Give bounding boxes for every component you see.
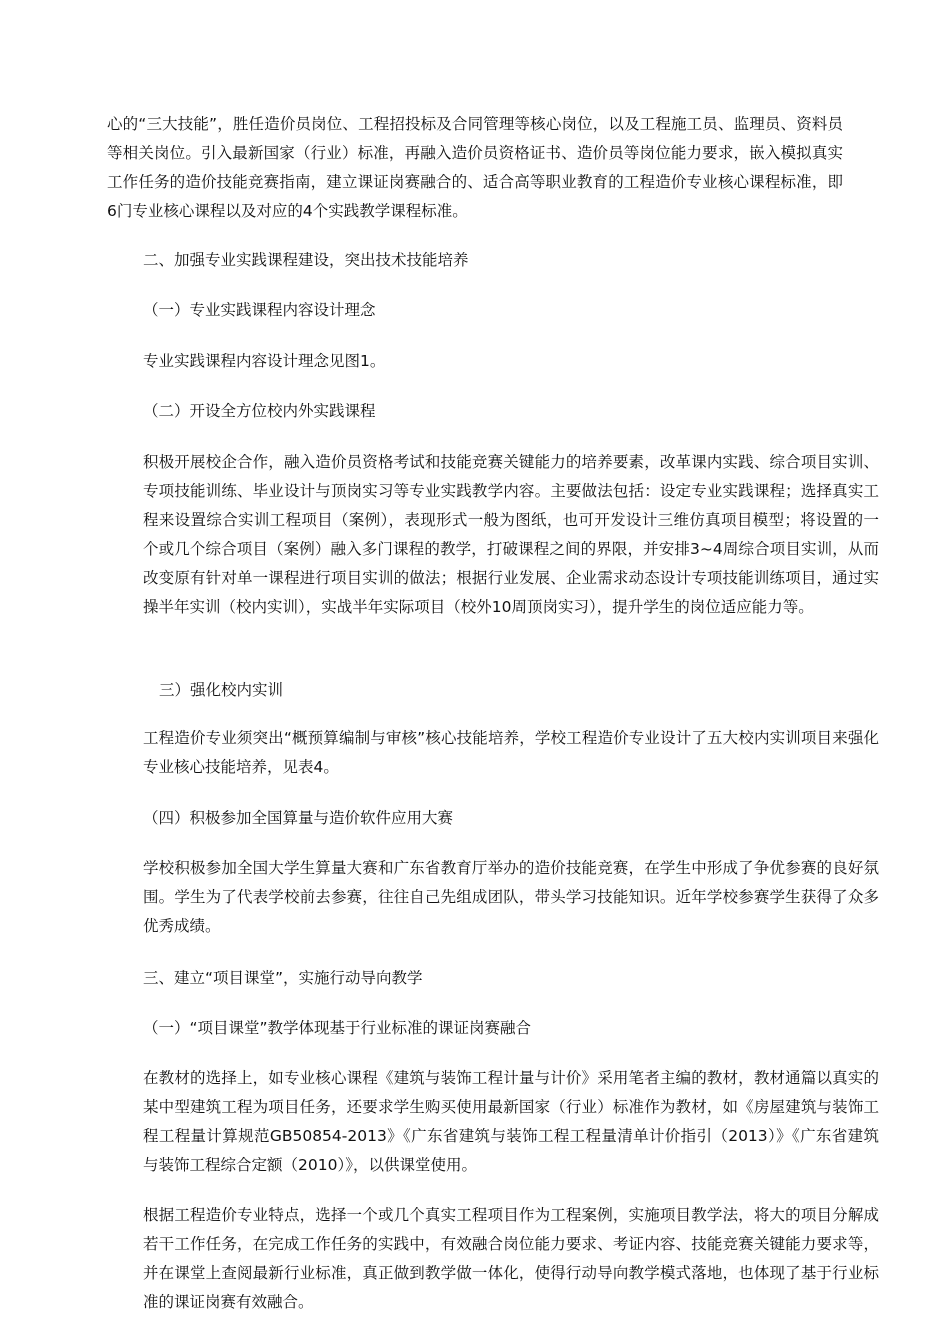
body-paragraph: 在教材的选择上，如专业核心课程《建筑与装饰工程计量与计价》采用笔者主编的教材，教材通篇以真实的某中型建筑工程为项目任务，还要求学生购买使用最新国家（行业）标准作为教材，如《房屋建筑与装饰工程工程量计算规范GB50854-2013》《广东省建筑与装饰工程工程量清单计价指引（2013）》《广东省建筑与装饰工程综合定额（2010）》，以供课堂使用。 [143, 1069, 879, 1174]
subsection-heading-2-1: （一）专业实践课程内容设计理念 [143, 301, 376, 319]
body-paragraph-continued: 心的“三大技能”，胜任造价员岗位、工程招投标及合同管理等核心岗位，以及工程施工员、监理员、资料员等相关岗位。引入最新国家（行业）标准，再融入造价员资格证书、造价员等岗位能力要求，嵌入模拟真实工作任务的造价技能竞赛指南，建立课证岗赛融合的、适合高等职业教育的工程造价专业核心课程标准，即6门专业核心课程以及对应的4个实践教学课程标准。 [107, 115, 843, 220]
section-heading-2: 二、加强专业实践课程建设，突出技术技能培养 [143, 251, 469, 269]
subsection-heading-2-4: （四）积极参加全国算量与造价软件应用大赛 [143, 809, 454, 827]
section-heading-3: 三、建立“项目课堂”，实施行动导向教学 [143, 969, 423, 987]
subsection-heading-3-1: （一）“项目课堂”教学体现基于行业标准的课证岗赛融合 [143, 1019, 532, 1037]
subsection-heading-2-2: （二）开设全方位校内外实践课程 [143, 402, 376, 420]
body-paragraph: 根据工程造价专业特点，选择一个或几个真实工程项目作为工程案例，实施项目教学法，将大的项目分解成若干工作任务，在完成工作任务的实践中，有效融合岗位能力要求、考证内容、技能竞赛关键能力要求等，并在课堂上查阅最新行业标准，真正做到教学做一体化，使得行动导向教学模式落地，也体现了基于行业标准的课证岗赛有效融合。 [143, 1206, 879, 1311]
body-paragraph: 专业实践课程内容设计理念见图1。 [143, 352, 386, 370]
body-paragraph: 积极开展校企合作，融入造价员资格考试和技能竞赛关键能力的培养要素，改革课内实践、综合项目实训、专项技能训练、毕业设计与顶岗实习等专业实践教学内容。主要做法包括：设定专业实践课程；选择真实工程来设置综合实训工程项目（案例），表现形式一般为图纸，也可开发设计三维仿真项目模型；将设置的一个或几个综合项目（案例）融入多门课程的教学，打破课程之间的界限，并安排3~4周综合项目实训，从而改变原有针对单一课程进行项目实训的做法；根据行业发展、企业需求动态设计专项技能训练项目，通过实操半年实训（校内实训），实战半年实际项目（校外10周顶岗实习），提升学生的岗位适应能力等。 [143, 453, 879, 616]
body-paragraph: 工程造价专业须突出“概预算编制与审核”核心技能培养，学校工程造价专业设计了五大校内实训项目来强化专业核心技能培养，见表4。 [143, 729, 879, 776]
body-paragraph: 学校积极参加全国大学生算量大赛和广东省教育厅举办的造价技能竞赛，在学生中形成了争优参赛的良好氛围。学生为了代表学校前去参赛，往往自己先组成团队，带头学习技能知识。近年学校参赛学生获得了众多优秀成绩。 [143, 859, 879, 935]
subsection-heading-2-3: 三）强化校内实训 [159, 681, 284, 699]
